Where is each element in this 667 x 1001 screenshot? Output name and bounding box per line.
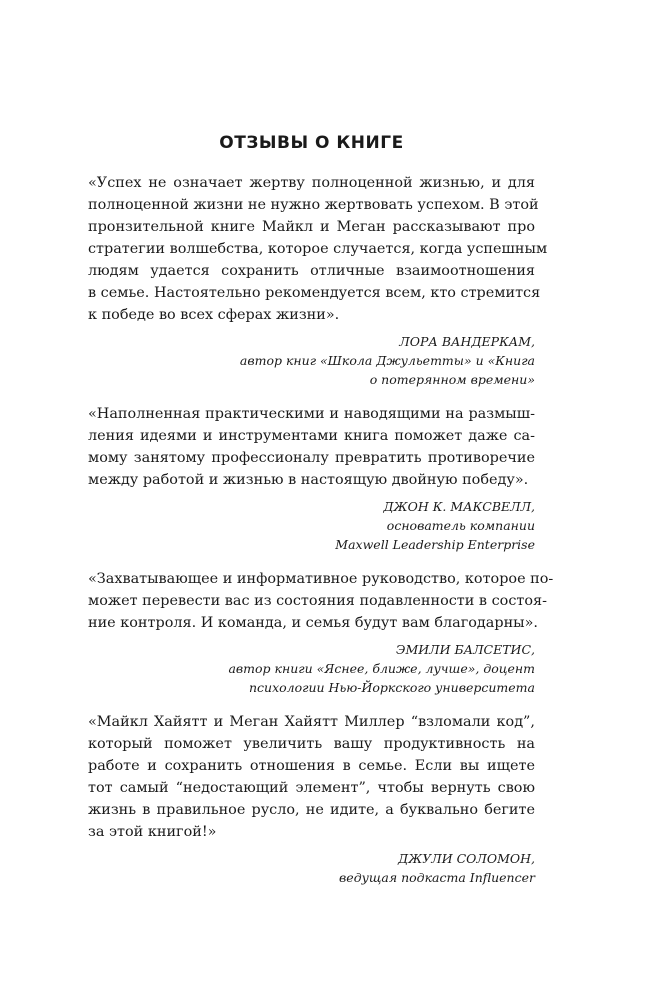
- page-title: ОТЗЫВЫ О КНИГЕ: [219, 133, 404, 153]
- review-attribution: [88, 497, 535, 554]
- quote-line: «Наполненная практическими и наводящими на размыш-: [88, 406, 535, 422]
- review-attribution: [88, 332, 535, 389]
- reviewer-name: ЛОРА ВАНДЕРКАМ,: [399, 334, 535, 349]
- quote-line: «Захватывающее и информативное руководство, которое по-: [88, 571, 554, 587]
- reviewer-credential: Maxwell Leadership Enterprise: [335, 537, 535, 552]
- quote-line: к победе во всех сферах жизни».: [88, 307, 340, 323]
- review-attribution: [88, 849, 535, 887]
- quote-line: жизнь в правильное русло, не идите, а буквально бегите: [88, 802, 535, 818]
- review-block: [88, 711, 535, 887]
- review-quote: [88, 403, 535, 491]
- review-block: [88, 403, 535, 554]
- review-quote: [88, 568, 554, 634]
- review-block: [88, 172, 548, 389]
- quote-line: работе и сохранить отношения в семье. Если вы ищете: [88, 758, 535, 774]
- reviewer-name: ЭМИЛИ БАЛСЕТИС,: [395, 642, 535, 657]
- reviewer-credential: о потерянном времени»: [369, 372, 535, 387]
- reviewer-credential: автор книги «Яснее, ближе, лучше», доцент: [228, 661, 535, 676]
- quote-line: «Успех не означает жертву полноценной жизнью, и для: [88, 175, 535, 191]
- quote-line: мому занятому профессионалу превратить противоречие: [88, 450, 535, 466]
- reviewer-name: ДЖОН К. МАКСВЕЛЛ,: [383, 499, 535, 514]
- quote-line: ние контроля. И команда, и семья будут вам благодарны».: [88, 615, 538, 631]
- quote-line: пронзительной книге Майкл и Меган рассказывают про: [88, 219, 535, 235]
- quote-line: стратегии волшебства, которое случается, когда успешным: [88, 241, 548, 257]
- quote-line: между работой и жизнью в настоящую двойную победу».: [88, 472, 529, 488]
- reviewer-credential: автор книг «Школа Джульетты» и «Книга: [239, 353, 535, 368]
- quote-line: может перевести вас из состояния подавленности в состоя-: [88, 593, 547, 609]
- quote-line: людям удается сохранить отличные взаимоотношения: [88, 263, 535, 279]
- quote-line: тот самый “недостающий элемент”, чтобы вернуть свою: [88, 780, 535, 796]
- reviewer-credential: психологии Нью-Йоркского университета: [248, 680, 535, 695]
- review-quote: [88, 711, 535, 843]
- review-block: [88, 568, 554, 697]
- reviewer-credential: ведущая подкаста Influencer: [339, 870, 535, 885]
- quote-line: «Майкл Хайятт и Меган Хайятт Миллер “взломали код”,: [88, 714, 535, 730]
- quote-line: полноценной жизни не нужно жертвовать успехом. В этой: [88, 197, 539, 213]
- quote-line: за этой книгой!»: [88, 824, 217, 840]
- quote-line: в семье. Настоятельно рекомендуется всем, кто стремится: [88, 285, 541, 301]
- reviewer-credential: основатель компании: [386, 518, 535, 533]
- quote-line: который поможет увеличить вашу продуктивность на: [88, 736, 535, 752]
- quote-line: ления идеями и инструментами книга поможет даже са-: [88, 428, 535, 444]
- review-quote: [88, 172, 548, 326]
- review-attribution: [88, 640, 535, 697]
- reviewer-name: ДЖУЛИ СОЛОМОН,: [398, 851, 535, 866]
